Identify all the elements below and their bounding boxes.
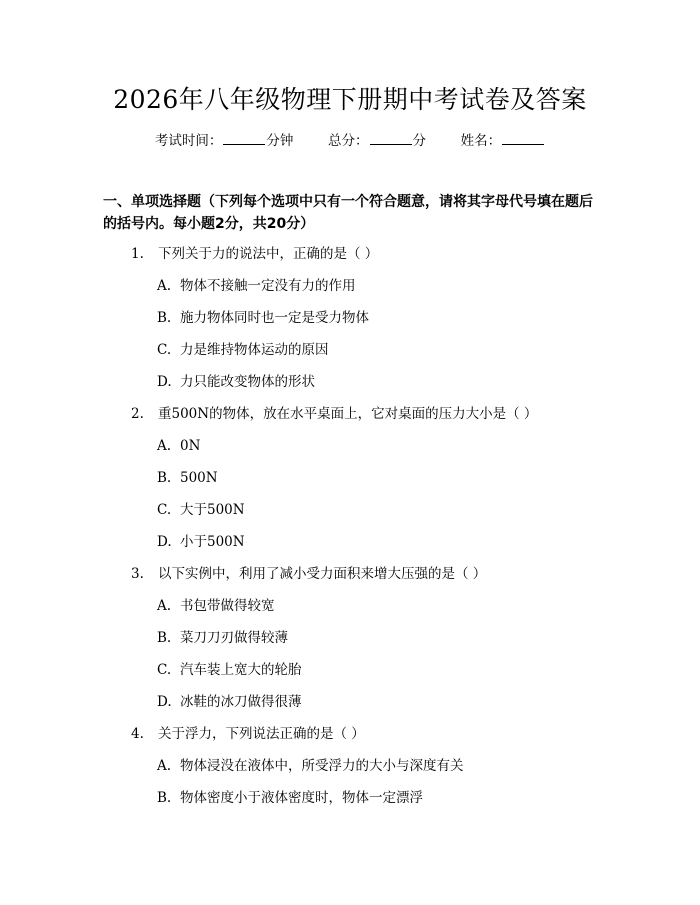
option-text: 冰鞋的冰刀做得很薄 [180, 694, 302, 710]
question-2-option-c [157, 500, 245, 520]
question-3-option-d [157, 692, 302, 712]
question-text: 以下实例中，利用了减小受力面积来增大压强的是（ ） [158, 566, 487, 582]
option-letter: C. [157, 662, 172, 678]
name-field [461, 131, 546, 151]
question-3-option-b [157, 628, 288, 648]
total-score-field [328, 131, 426, 151]
option-letter: B. [157, 310, 172, 326]
question-3-option-a [157, 596, 275, 616]
option-text: 菜刀刀刃做得较薄 [180, 630, 288, 646]
question-4-option-b [157, 788, 423, 808]
question-2-option-b [157, 468, 218, 488]
exam-time-unit: 分钟 [266, 133, 294, 149]
option-text: 大于500N [180, 502, 245, 518]
option-letter: B. [157, 790, 172, 806]
total-score-blank [370, 132, 412, 145]
section-heading: 一、单项选择题（下列每个选项中只有一个符合题意，请将其字母代号填在题后的括号内。每小题2分，共20分） [103, 194, 593, 232]
question-2 [131, 404, 537, 424]
option-letter: D. [157, 534, 172, 550]
question-3-option-c [157, 660, 302, 680]
option-letter: A. [157, 438, 172, 454]
option-text: 物体浸没在液体中，所受浮力的大小与深度有关 [180, 758, 464, 774]
question-3 [131, 564, 486, 584]
name-blank [502, 132, 544, 145]
question-text: 重500N的物体，放在水平桌面上，它对桌面的压力大小是（ ） [158, 406, 538, 422]
total-score-label: 总分： [328, 133, 369, 149]
option-text: 力只能改变物体的形状 [180, 374, 315, 390]
option-letter: D. [157, 694, 172, 710]
question-number: 4. [131, 726, 144, 742]
question-2-option-a [157, 436, 200, 456]
option-letter: B. [157, 470, 172, 486]
question-number: 1. [131, 246, 144, 262]
option-text: 0N [180, 438, 201, 454]
option-letter: D. [157, 374, 172, 390]
question-1-option-d [157, 372, 315, 392]
option-text: 500N [180, 470, 218, 486]
question-number: 3. [131, 566, 144, 582]
question-text: 关于浮力，下列说法正确的是（ ） [158, 726, 365, 742]
question-number: 2. [131, 406, 144, 422]
question-1-option-a [157, 276, 356, 296]
option-letter: C. [157, 342, 172, 358]
name-label: 姓名： [460, 133, 502, 149]
question-1-option-c [157, 340, 329, 360]
exam-time-label: 考试时间： [154, 133, 223, 149]
question-1 [131, 244, 378, 264]
question-2-option-d [157, 532, 245, 552]
exam-info-line [0, 131, 700, 151]
option-text: 书包带做得较宽 [180, 598, 275, 614]
option-letter: B. [157, 630, 172, 646]
option-letter: A. [157, 598, 172, 614]
option-letter: A. [157, 278, 172, 294]
exam-time-field [155, 131, 294, 151]
question-text: 下列关于力的说法中，正确的是（ ） [158, 246, 379, 262]
option-text: 小于500N [180, 534, 245, 550]
page-title: 2026年八年级物理下册期中考试卷及答案 [113, 85, 587, 114]
option-text: 力是维持物体运动的原因 [180, 342, 329, 358]
question-4-option-a [157, 756, 464, 776]
option-letter: A. [157, 758, 172, 774]
total-score-unit: 分 [412, 133, 426, 149]
question-4 [131, 724, 365, 744]
option-text: 施力物体同时也一定是受力物体 [180, 310, 369, 326]
option-letter: C. [157, 502, 172, 518]
option-text: 物体不接触一定没有力的作用 [180, 278, 356, 294]
exam-time-blank [223, 132, 265, 145]
option-text: 汽车装上宽大的轮胎 [180, 662, 302, 678]
option-text: 物体密度小于液体密度时，物体一定漂浮 [180, 790, 423, 806]
question-1-option-b [157, 308, 369, 328]
